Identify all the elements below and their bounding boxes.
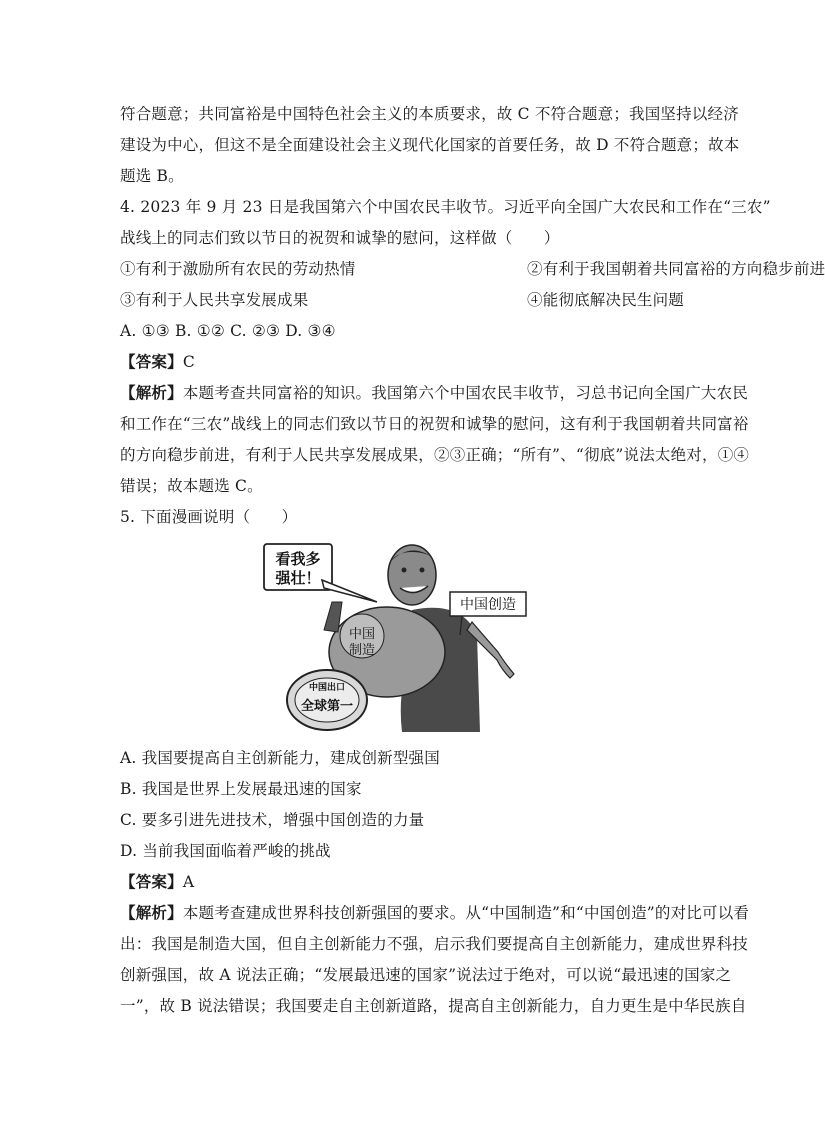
question-5-option-b: B. 我国是世界上发展最迅速的国家 xyxy=(120,780,362,798)
question-4-explanation: 错误；故本题选 C。 xyxy=(120,477,263,495)
explanation-text: 本题考查建成世界科技创新强国的要求。从“中国制造”和“中国创造”的对比可以看 xyxy=(182,904,750,922)
answer-tag: 【答案】 xyxy=(120,352,183,371)
bubble-text: 强壮！ xyxy=(275,569,321,587)
question-4-option-4: ④能彻底解决民生问题 xyxy=(527,291,685,309)
medal-main-text: 全球第一 xyxy=(300,699,354,714)
question-5-explanation: 创新强国，故 A 说法正确；“发展最迅速的国家”说法过于绝对，可以说“最迅速的国家之 xyxy=(120,966,732,984)
explanation-tag: 【解析】 xyxy=(120,903,183,922)
question-4-explanation: 和工作在“三农”战线上的同志们致以节日的祝贺和诚挚的慰问，这有利于我国朝着共同富裕 xyxy=(120,415,749,433)
question-5-explanation: 一”，故 B 说法错误；我国要走自主创新道路，提高自主创新能力，自力更生是中华民族自 xyxy=(120,997,747,1015)
question-5-stem: 5. 下面漫画说明（ ） xyxy=(120,508,298,526)
sign-label: 中国创造 xyxy=(460,597,516,613)
question-5-explanation: 出：我国是制造大国，但自主创新能力不强，启示我们要提高自主创新能力，建成世界科技 xyxy=(120,935,749,953)
question-4-option-2: ②有利于我国朝着共同富裕的方向稳步前进 xyxy=(527,260,825,278)
question-4-stem: 战线上的同志们致以节日的祝贺和诚挚的慰问，这样做（ ） xyxy=(120,229,560,247)
question-4-option-1: ①有利于激励所有农民的劳动热情 xyxy=(120,260,356,278)
question-4-explanation xyxy=(120,383,749,403)
medal-top-text: 中国出口 xyxy=(308,683,346,693)
question-4-explanation: 的方向稳步前进，有利于人民共享发展成果，②③正确；“所有”、“彻底”说法太绝对，①④ xyxy=(120,446,750,464)
question-5-option-c: C. 要多引进先进技术，增强中国创造的力量 xyxy=(120,811,425,829)
question-4-option-row xyxy=(120,259,825,279)
question-5-option-d: D. 当前我国面临着严峻的挑战 xyxy=(120,842,331,860)
answer-value: C xyxy=(182,353,195,371)
text-line: 题选 B。 xyxy=(120,167,184,185)
cartoon-illustration xyxy=(262,540,532,732)
question-4-stem: 4. 2023 年 9 月 23 日是我国第六个中国农民丰收节。习近平向全国广大农民和工作在“三农” xyxy=(120,198,771,216)
text-line: 符合题意；共同富裕是中国特色社会主义的本质要求，故 C 不符合题意；我国坚持以经济 xyxy=(120,105,739,123)
question-4-option-3: ③有利于人民共享发展成果 xyxy=(120,291,309,309)
question-5-option-a: A. 我国要提高自主创新能力，建成创新型强国 xyxy=(120,749,440,767)
explanation-tag: 【解析】 xyxy=(120,383,183,402)
arm-label: 制造 xyxy=(348,643,376,658)
question-4-answer xyxy=(120,352,680,372)
question-4-choices: A. ①③ B. ①② C. ②③ D. ③④ xyxy=(120,322,336,340)
answer-value: A xyxy=(182,873,195,891)
arm-label: 中国 xyxy=(348,627,376,642)
answer-tag: 【答案】 xyxy=(120,872,183,891)
question-5-explanation xyxy=(120,903,750,923)
question-5-answer xyxy=(120,872,680,892)
explanation-text: 本题考查共同富裕的知识。我国第六个中国农民丰收节，习总书记向全国广大农民 xyxy=(182,384,749,402)
question-4-option-row xyxy=(120,290,685,310)
bubble-text: 看我多 xyxy=(275,550,321,568)
text-line: 建设为中心，但这不是全面建设社会主义现代化国家的首要任务，故 D 不符合题意；故本 xyxy=(120,136,740,154)
